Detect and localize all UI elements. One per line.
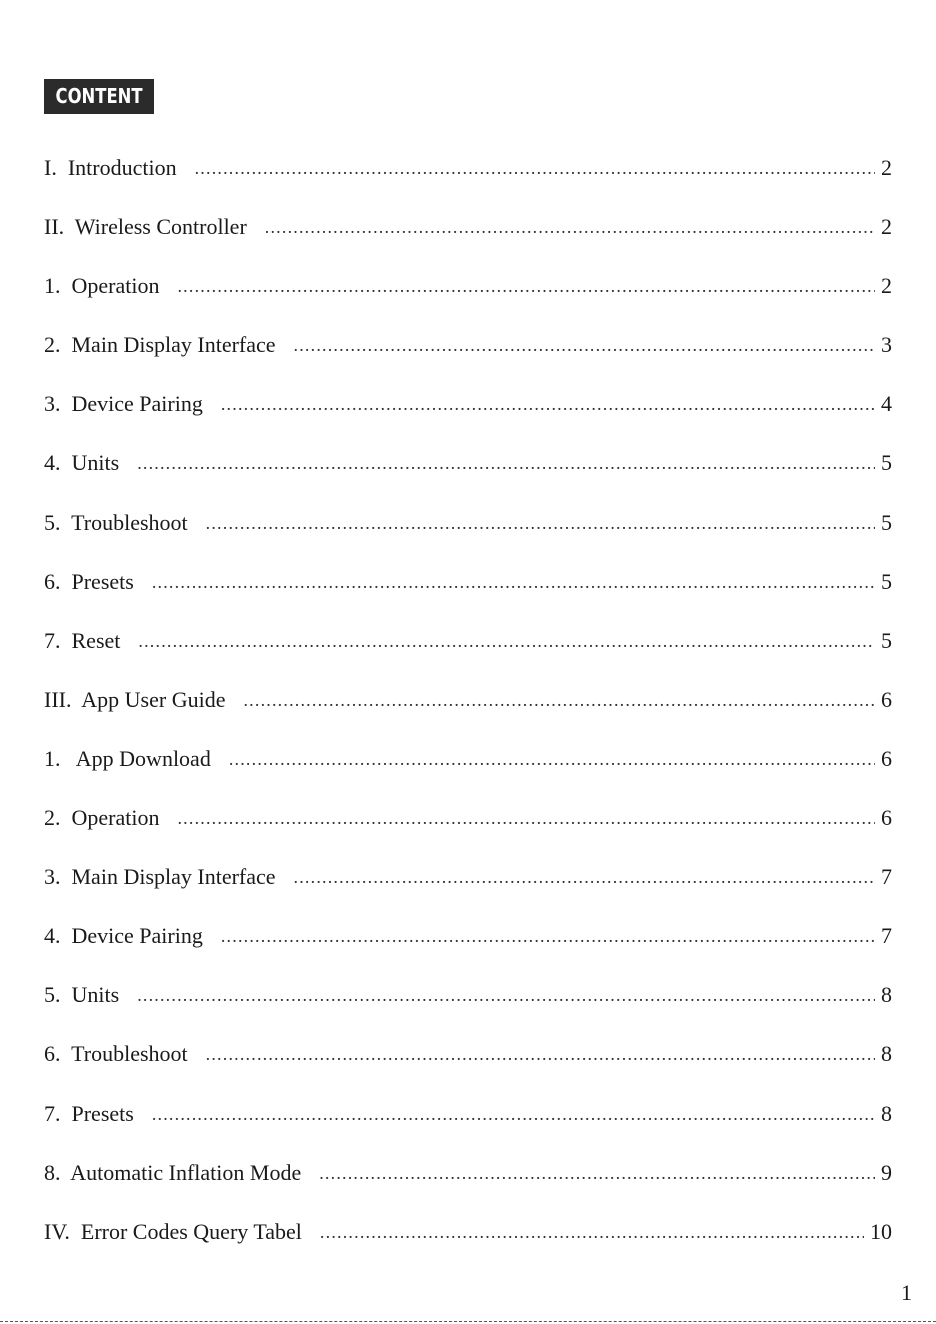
- toc-entry: [44, 681, 892, 740]
- toc-entry: [44, 1035, 892, 1094]
- toc-entry: [44, 1154, 892, 1213]
- content-header-title: CONTENT: [55, 84, 143, 108]
- toc-entry-label: 3. Main Display Interface: [44, 864, 276, 890]
- toc-entry-page: 8: [881, 1100, 892, 1126]
- toc-entry-page: 5: [881, 568, 892, 594]
- toc-entry-page: 2: [881, 273, 892, 299]
- toc-entry: [44, 1213, 892, 1272]
- toc-dot-leader: [294, 326, 875, 364]
- toc-dot-leader: [177, 267, 875, 305]
- toc-entry-label: 1. App Download: [44, 745, 211, 771]
- toc-entry: [44, 149, 892, 208]
- toc-entry-label: I. Introduction: [44, 155, 177, 180]
- toc-entry-page: 3: [881, 332, 892, 358]
- toc-entry-page: 6: [881, 805, 892, 831]
- bottom-divider: [0, 1321, 936, 1322]
- toc-entry-page: 4: [881, 391, 892, 417]
- toc-entry: [44, 444, 892, 503]
- content-header-badge: [44, 79, 154, 114]
- toc-entry-page: 7: [881, 923, 892, 949]
- toc-entry: [44, 917, 892, 976]
- toc-entry-page: 8: [881, 982, 892, 1008]
- toc-entry-label: 3. Device Pairing: [44, 391, 203, 417]
- toc-dot-leader: [243, 681, 875, 719]
- toc-dot-leader: [152, 1095, 875, 1133]
- toc-entry: [44, 858, 892, 917]
- toc-entry-label: II. Wireless Controller: [44, 214, 247, 240]
- toc-dot-leader: [195, 149, 875, 187]
- toc-entry-page: 10: [870, 1218, 892, 1244]
- toc-dot-leader: [320, 1213, 864, 1251]
- toc-entry: [44, 740, 892, 799]
- toc-entry-label: IV. Error Codes Query Tabel: [44, 1218, 302, 1244]
- toc-entry-page: 5: [881, 627, 892, 653]
- toc-entry-page: 9: [881, 1159, 892, 1185]
- toc-entry-label: III. App User Guide: [44, 686, 226, 712]
- toc-entry: [44, 504, 892, 563]
- toc-dot-leader: [137, 444, 875, 482]
- toc-dot-leader: [137, 976, 875, 1014]
- toc-entry-label: 6. Presets: [44, 568, 134, 594]
- toc-entry-label: 7. Presets: [44, 1100, 134, 1126]
- toc-entry-label: 5. Troubleshoot: [44, 509, 188, 535]
- toc-entry-page: 7: [881, 864, 892, 890]
- toc-entry-page: 6: [881, 686, 892, 712]
- toc-entry: [44, 976, 892, 1035]
- toc-entry-label: 2. Operation: [44, 805, 160, 831]
- toc-dot-leader: [177, 799, 875, 837]
- toc-entry-label: 6. Troubleshoot: [44, 1041, 188, 1067]
- toc-dot-leader: [138, 622, 875, 660]
- toc-entry: [44, 385, 892, 444]
- toc-entry-label: 4. Device Pairing: [44, 923, 203, 949]
- toc-entry-label: 1. Operation: [44, 273, 160, 299]
- toc-entry-label: 2. Main Display Interface: [44, 332, 276, 358]
- toc-entry-page: 2: [881, 214, 892, 240]
- toc-dot-leader: [265, 208, 875, 246]
- toc-dot-leader: [206, 504, 875, 542]
- toc-entry-page: 6: [881, 745, 892, 771]
- toc-entry: [44, 326, 892, 385]
- toc-entry: [44, 622, 892, 681]
- toc-entry: [44, 1095, 892, 1154]
- toc-entry-label: 8. Automatic Inflation Mode: [44, 1159, 302, 1185]
- toc-entry: [44, 208, 892, 267]
- toc-entry-page: 5: [881, 509, 892, 535]
- toc-entry-page: 2: [881, 155, 892, 180]
- toc-dot-leader: [229, 740, 875, 778]
- toc-dot-leader: [206, 1035, 875, 1073]
- toc-entry-page: 5: [881, 450, 892, 476]
- toc-entry-label: 7. Reset: [44, 627, 121, 653]
- toc-dot-leader: [294, 858, 875, 896]
- toc-dot-leader: [319, 1154, 875, 1192]
- toc-entry-label: 4. Units: [44, 450, 120, 476]
- toc-dot-leader: [152, 563, 875, 601]
- toc-dot-leader: [221, 385, 875, 423]
- toc-entry: [44, 563, 892, 622]
- page-number: 1: [901, 1280, 912, 1305]
- table-of-contents: [44, 149, 892, 1272]
- toc-entry-label: 5. Units: [44, 982, 120, 1008]
- toc-entry: [44, 799, 892, 858]
- toc-entry-page: 8: [881, 1041, 892, 1067]
- toc-entry: [44, 267, 892, 326]
- toc-dot-leader: [221, 917, 875, 955]
